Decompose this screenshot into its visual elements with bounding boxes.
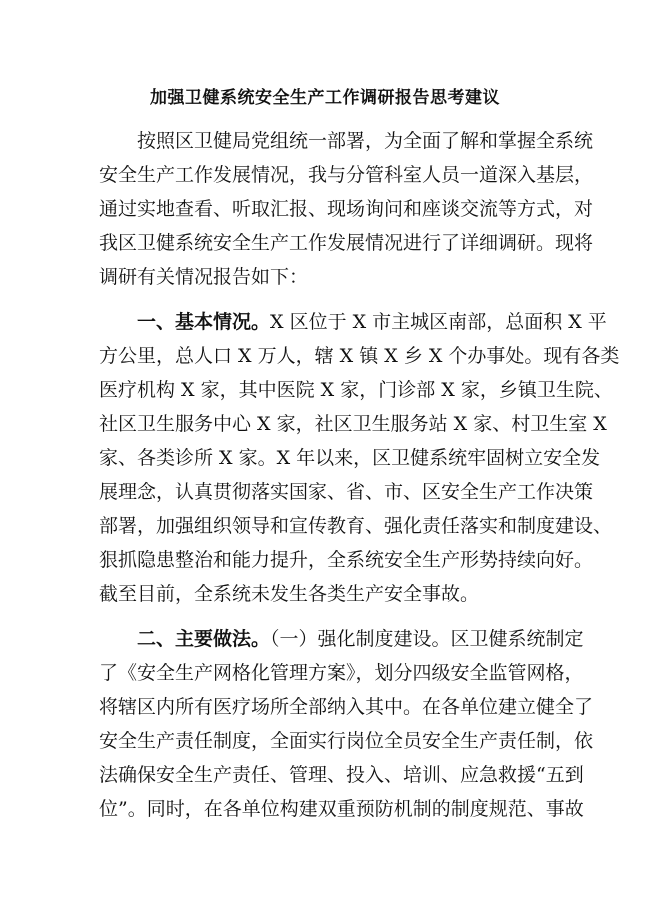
paragraph-line: 狠抓隐患整治和能力提升，全系统安全生产形势持续向好。 [99,549,594,571]
paragraph-line: 我区卫健系统安全生产工作发展情况进行了详细调研。现将 [99,232,594,254]
paragraph-line: 通过实地查看、听取汇报、现场询问和座谈交流等方式，对 [99,198,594,220]
section-heading: 一、基本情况。 [137,311,271,333]
paragraph-line: 将辖区内所有医疗场所全部纳入其中。在各单位建立健全了 [99,696,594,718]
paragraph-line: 截至目前，全系统未发生各类生产安全事故。 [99,583,480,605]
section-basic-situation [99,305,620,611]
paragraph-line: 按照区卫健局党组统一部署，为全面了解和掌握全系统 [137,130,594,152]
paragraph-line [99,305,607,339]
section-text: （一）强化制度建设。区卫健系统制定 [270,628,584,650]
paragraph-line: 社区卫生服务中心 X 家，社区卫生服务站 X 家、村卫生室 X [99,413,607,435]
paragraph-line: 医疗机构 X 家，其中医院 X 家，门诊部 X 家，乡镇卫生院、 [99,379,613,401]
paragraph-line: 展理念，认真贯彻落实国家、省、市、区安全生产工作决策 [99,481,594,503]
document-title: 加强卫健系统安全生产工作调研报告思考建议 [150,88,500,108]
paragraph-line: 法确保安全生产责任、管理、投入、培训、应急救援“五到 [99,764,584,786]
paragraph-line: 调研有关情况报告如下： [99,266,309,288]
paragraph-line: 安全生产责任制度，全面实行岗位全员安全生产责任制，依 [99,730,594,752]
paragraph-line: 方公里，总人口 X 万人，辖 X 镇 X 乡 X 个办事处。现有各类 [99,345,620,367]
paragraph-line [99,622,584,656]
intro-paragraph [99,124,594,294]
paragraph-line: 部署，加强组织领导和宣传教育、强化责任落实和制度建设、 [99,515,613,537]
section-main-practices [99,622,594,826]
paragraph-line: 安全生产工作发展情况，我与分管科室人员一道深入基层， [99,164,594,186]
paragraph-line: 了《安全生产网格化管理方案》，划分四级安全监管网格， [99,662,584,684]
paragraph-line: 位”。同时，在各单位构建双重预防机制的制度规范、事故 [99,798,584,820]
paragraph-line: 家、各类诊所 X 家。X 年以来，区卫健系统牢固树立安全发 [99,447,601,469]
section-text: X 区位于 X 市主城区南部，总面积 X 平 [270,311,607,333]
section-heading: 二、主要做法。 [137,628,271,650]
